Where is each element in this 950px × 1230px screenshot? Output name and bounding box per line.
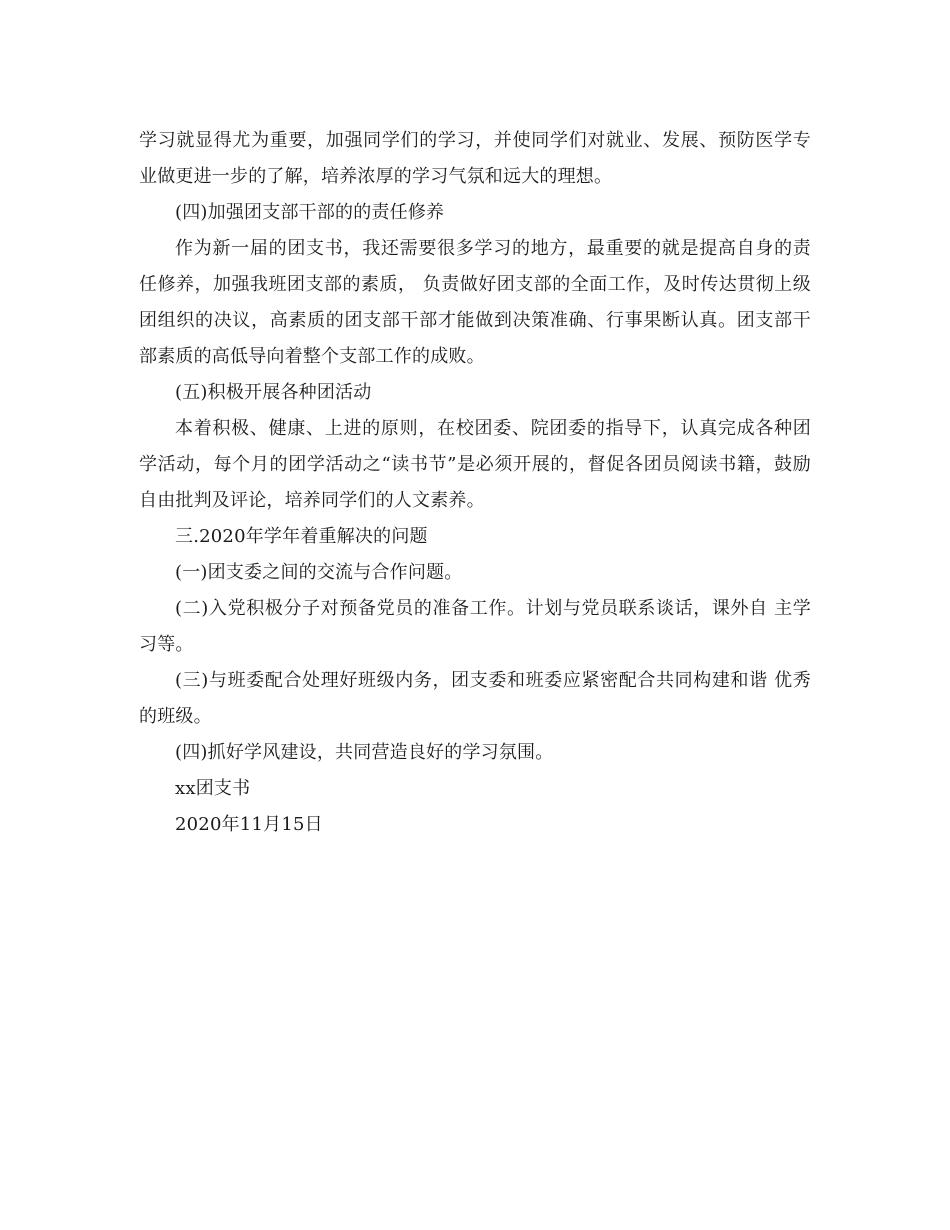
signature-author: xx团支书 — [175, 778, 251, 799]
issue-item-1: (一)团支委之间的交流与合作问题。 — [175, 562, 463, 583]
signature-date: 2020年11月15日 — [175, 814, 323, 835]
section-heading-4: (四)加强团支部干部的的责任修养 — [175, 202, 445, 223]
section-heading-3: 三.2020年学年着重解决的问题 — [175, 526, 428, 547]
issue-item-3: (三)与班委配合处理好班级内务，团支委和班委应紧密配合共同构建和谐 优秀的班级。 — [139, 670, 811, 727]
issue-item-4: (四)抓好学风建设，共同营造良好的学习氛围。 — [175, 742, 554, 763]
section-heading-5: (五)积极开展各种团活动 — [175, 382, 372, 403]
paragraph-continuation: 学习就显得尤为重要，加强同学们的学习，并使同学们对就业、发展、预防医学专业做更进一步的了解，培养浓厚的学习气氛和远大的理想。 — [139, 130, 811, 187]
paragraph-responsibility: 作为新一届的团支书，我还需要很多学习的地方，最重要的就是提高自身的责任修养，加强我班团支部的素质， 负责做好团支部的全面工作，及时传达贯彻上级团组织的决议，高素质的团支部干部才能做到决策准确、行事果断认真。团支部干部素质的高低导向着整个支部工作的成败。 — [139, 238, 811, 367]
paragraph-activities: 本着积极、健康、上进的原则，在校团委、院团委的指导下，认真完成各种团学活动，每个月的团学活动之“读书节”是必须开展的，督促各团员阅读书籍，鼓励自由批判及评论，培养同学们的人文素养。 — [139, 418, 811, 511]
document-body — [139, 123, 811, 843]
issue-item-2: (二)入党积极分子对预备党员的准备工作。计划与党员联系谈话，课外自 主学习等。 — [139, 598, 811, 655]
